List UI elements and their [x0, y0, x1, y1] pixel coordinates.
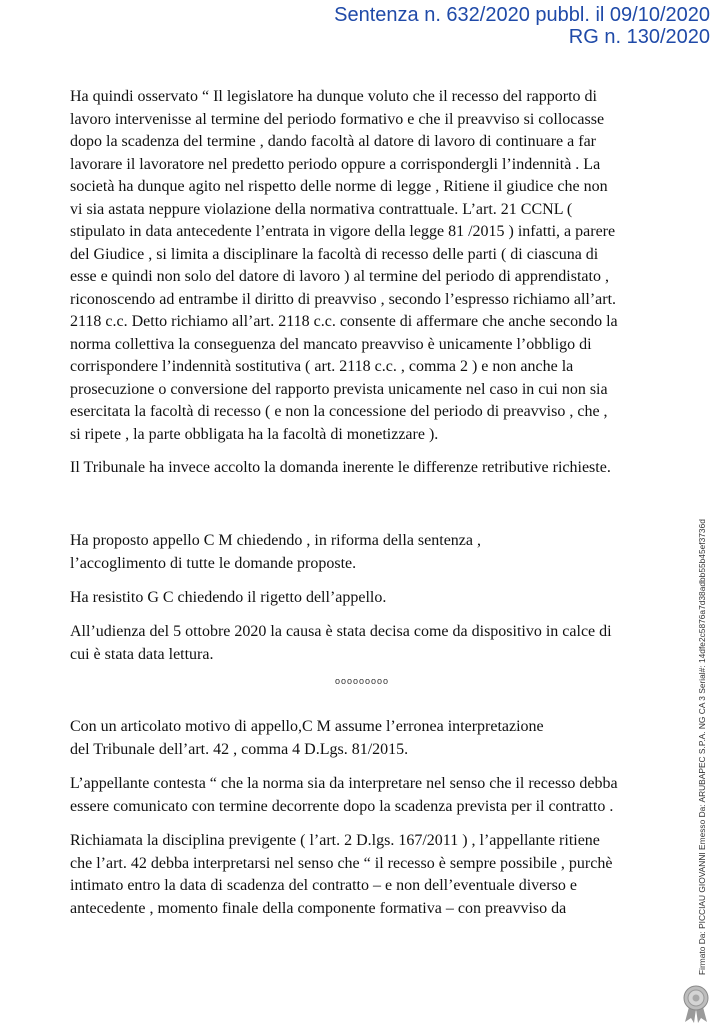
paragraph-previous-discipline	[70, 830, 666, 920]
text-line: stipulato in data antecedente l’entrata in vigore della legge 81 /2015 ) infatti, a parere	[70, 223, 616, 240]
rg-stamp: RG n. 130/2020	[568, 26, 710, 48]
text-line: riconoscendo ad entrambe il diritto di preavviso , secondo l’espresso richiamo all’art.	[70, 290, 617, 308]
paragraph-respondent	[70, 587, 666, 610]
text-line: antecedente , momento finale della componente formativa – con preavviso da	[70, 899, 567, 917]
text-line: 2118 c.c. Detto richiamo all’art. 2118 c.c. consente di affermare che anche secondo la	[70, 313, 618, 330]
text-line: cui è stata data lettura.	[70, 645, 214, 663]
text-line: Il Tribunale ha invece accolto la domanda inerente le differenze retributive richieste.	[70, 459, 611, 476]
paragraph-appeal-motive	[70, 716, 666, 761]
text-line: corrispondere l’indennità sostitutiva ( art. 2118 c.c. , comma 2 ) e non anche la	[70, 358, 574, 375]
text-line: esercitata la facoltà di recesso ( e non la concessione del periodo di preavviso , che ,	[70, 403, 608, 420]
certification-seal-icon	[680, 985, 712, 1023]
text-line: All’udienza del 5 ottobre 2020 la causa è stata decisa come da dispositivo in calce di	[70, 623, 612, 640]
text-line: Ha proposto appello C M chiedendo , in riforma della sentenza ,	[70, 532, 481, 549]
text-line: L’appellante contesta “ che la norma sia da interpretare nel senso che il recesso debba	[70, 775, 618, 792]
text-line: dopo la scadenza del termine , dando facoltà al datore di lavoro di continuare a far	[70, 133, 596, 150]
paragraph-appeal-proposed	[70, 530, 666, 575]
text-line: intimato entro la data di scadenza del contratto – e non dell’eventuale diverso e	[70, 877, 577, 894]
paragraph-tribunal-accepted	[70, 457, 666, 480]
text-line: prosecuzione o conversione del rapporto prevista unicamente nel caso in cui non sia	[70, 380, 608, 398]
text-line: Ha quindi osservato “ Il legislatore ha dunque voluto che il recesso del rapporto di	[70, 88, 597, 105]
text-line: lavorare il lavoratore nel predetto periodo oppure a corrispondergli l’indennità . La	[70, 155, 601, 173]
paragraph-appellant-contests	[70, 773, 666, 818]
text-line: Ha resistito G C chiedendo il rigetto dell’appello.	[70, 589, 387, 606]
text-line: società ha dunque agito nel rispetto delle norme di legge , Ritiene il giudice che non	[70, 178, 608, 195]
text-line: esse e quindi non solo del datore di lavoro ) al termine del periodo di apprendistato ,	[70, 268, 609, 285]
digital-signature-text: Firmato Da: PICCIAU GIOVANNI Emesso Da: ARUBAPEC S.P.A. NG CA 3 Serial#: 14dfe2c5876a7d38adbb55b45ef3736d	[697, 519, 707, 975]
text-line: che l’art. 42 debba interpretarsi nel senso che “ il recesso è sempre possibile , purchè	[70, 854, 613, 872]
text-line: l’accoglimento di tutte le domande proposte.	[70, 554, 357, 572]
text-line: essere comunicato con termine decorrente dopo la scadenza prevista per il contratto .	[70, 797, 614, 815]
text-line: si ripete , la parte obbligata ha la facoltà di monetizzare ).	[70, 425, 439, 443]
text-line: lavoro intervenisse al termine del periodo formativo e che il preavviso si collocasse	[70, 110, 605, 128]
paragraph-hearing	[70, 621, 666, 666]
text-line: Richiamata la disciplina previgente ( l’art. 2 D.lgs. 167/2011 ) , l’appellante ritiene	[70, 832, 600, 849]
text-line: del Giudice , si limita a disciplinare la facoltà di recesso delle parti ( di ciascuna di	[70, 245, 599, 263]
text-line: vi sia astata neppure violazione della normativa contrattuale. L’art. 21 CCNL (	[70, 200, 573, 218]
text-line: Con un articolato motivo di appello,C M assume l’erronea interpretazione	[70, 718, 544, 735]
sentenza-stamp: Sentenza n. 632/2020 pubbl. il 09/10/2020	[334, 4, 710, 26]
text-line: del Tribunale dell’art. 42 , comma 4 D.Lgs. 81/2015.	[70, 740, 409, 758]
text-line: norma collettiva la conseguenza del mancato preavviso è unicamente l’obbligo di	[70, 335, 592, 353]
section-separator: ooooooooo	[334, 676, 390, 686]
paragraph-legislator-quote	[70, 86, 666, 446]
